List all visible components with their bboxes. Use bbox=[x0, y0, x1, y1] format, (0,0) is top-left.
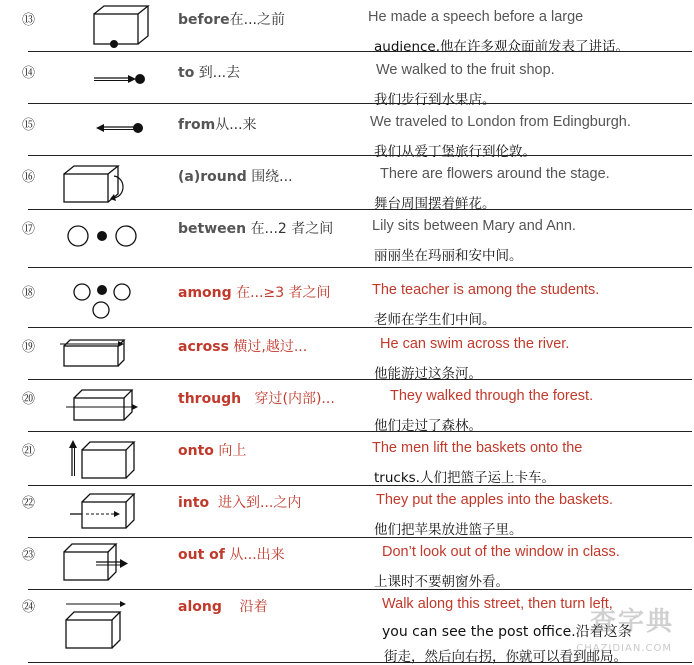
dot-among-circles-icon bbox=[56, 280, 156, 328]
example-cn: trucks.人们把篮子运上卡车。 bbox=[374, 470, 555, 486]
example-en: He made a speech before a large bbox=[368, 9, 584, 25]
row-through bbox=[0, 380, 694, 432]
row-to bbox=[0, 52, 694, 108]
preposition: (a)round 围绕... bbox=[178, 169, 293, 185]
cube-dot-below-icon bbox=[56, 4, 156, 54]
row-number: ㉑ bbox=[22, 444, 36, 459]
example-en: Lily sits between Mary and Ann. bbox=[372, 218, 576, 234]
example-en: They put the apples into the baskets. bbox=[376, 492, 613, 508]
row-among bbox=[0, 268, 694, 328]
preposition: among 在...≥3 者之间 bbox=[178, 285, 331, 301]
row-onto bbox=[0, 432, 694, 486]
row-number: ⑳ bbox=[22, 392, 36, 407]
cube-out-of-arrow-icon bbox=[56, 540, 156, 588]
watermark-logo: 查字典 bbox=[589, 607, 674, 637]
example-cn-line1: you can see the post office.沿着这条 bbox=[382, 624, 632, 640]
example-cn: 丽丽坐在玛丽和安中间。 bbox=[374, 248, 523, 264]
example-cn: 他们把苹果放进篮子里。 bbox=[374, 522, 523, 538]
row-number: ㉒ bbox=[22, 496, 36, 511]
preposition: onto 向上 bbox=[178, 443, 247, 459]
cube-onto-arrow-icon bbox=[56, 436, 156, 484]
row-before bbox=[0, 0, 694, 55]
example-cn: audience.他在许多观众面前发表了讲话。 bbox=[374, 39, 630, 55]
example-en: There are flowers around the stage. bbox=[380, 166, 610, 182]
cube-into-arrow-icon bbox=[56, 488, 156, 536]
row-number: ⑭ bbox=[22, 66, 36, 81]
row-number: ⑮ bbox=[22, 118, 36, 133]
example-cn: 他能游过这条河。 bbox=[374, 366, 482, 382]
example-en: Don’t look out of the window in class. bbox=[382, 544, 620, 560]
cube-along-arrow-icon bbox=[56, 594, 156, 658]
row-number: ㉔ bbox=[22, 600, 36, 615]
example-cn: 街走，然后向右拐，你就可以看到邮局。 bbox=[384, 649, 627, 665]
cube-across-arrow-icon bbox=[56, 336, 156, 376]
preposition: along 沿着 bbox=[178, 599, 268, 615]
preposition: to 到...去 bbox=[178, 65, 241, 81]
arrow-to-dot-icon bbox=[56, 68, 156, 92]
row-number: ⑯ bbox=[22, 170, 36, 185]
row-into bbox=[0, 486, 694, 538]
cube-through-arrow-icon bbox=[56, 386, 156, 428]
preposition: across 横过,越过... bbox=[178, 339, 308, 355]
preposition: from从...来 bbox=[178, 117, 257, 133]
example-cn: 他们走过了森林。 bbox=[374, 418, 482, 434]
row-number: ⑲ bbox=[22, 340, 36, 355]
row-number: ㉓ bbox=[22, 548, 36, 563]
example-en: The men lift the baskets onto the bbox=[372, 440, 583, 456]
example-en: We walked to the fruit shop. bbox=[376, 62, 555, 78]
preposition: before在...之前 bbox=[178, 12, 285, 28]
row-number: ⑬ bbox=[22, 13, 36, 28]
example-en: The teacher is among the students. bbox=[372, 282, 600, 298]
dot-between-circles-icon bbox=[56, 222, 156, 254]
example-en: We traveled to London from Edingburgh. bbox=[370, 114, 631, 130]
example-cn: 我们从爱丁堡旅行到伦敦。 bbox=[374, 144, 536, 160]
example-en: They walked through the forest. bbox=[390, 388, 594, 404]
row-across bbox=[0, 328, 694, 380]
row-around bbox=[0, 156, 694, 210]
row-number: ⑱ bbox=[22, 286, 36, 301]
example-cn: 老师在学生们中间。 bbox=[374, 312, 496, 328]
preposition: into 进入到...之内 bbox=[178, 495, 302, 511]
example-en: He can swim across the river. bbox=[380, 336, 570, 352]
row-from bbox=[0, 104, 694, 160]
row-divider bbox=[28, 662, 692, 663]
cube-around-arrow-icon bbox=[56, 162, 156, 210]
row-between bbox=[0, 210, 694, 268]
example-en: Walk along this street, then turn left, bbox=[382, 596, 613, 612]
arrow-from-dot-icon bbox=[56, 118, 156, 142]
preposition: out of 从...出来 bbox=[178, 547, 285, 563]
row-number: ⑰ bbox=[22, 222, 36, 237]
example-cn: 上课时不要朝窗外看。 bbox=[374, 574, 509, 590]
row-out-of bbox=[0, 538, 694, 590]
watermark-url: CHAZIDIAN.COM bbox=[576, 643, 672, 654]
preposition: through 穿过(内部)... bbox=[178, 391, 335, 407]
example-cn: 我们步行到水果店。 bbox=[374, 92, 496, 108]
preposition: between 在...2 者之间 bbox=[178, 221, 334, 237]
example-cn: 舞台周围摆着鲜花。 bbox=[374, 196, 496, 212]
